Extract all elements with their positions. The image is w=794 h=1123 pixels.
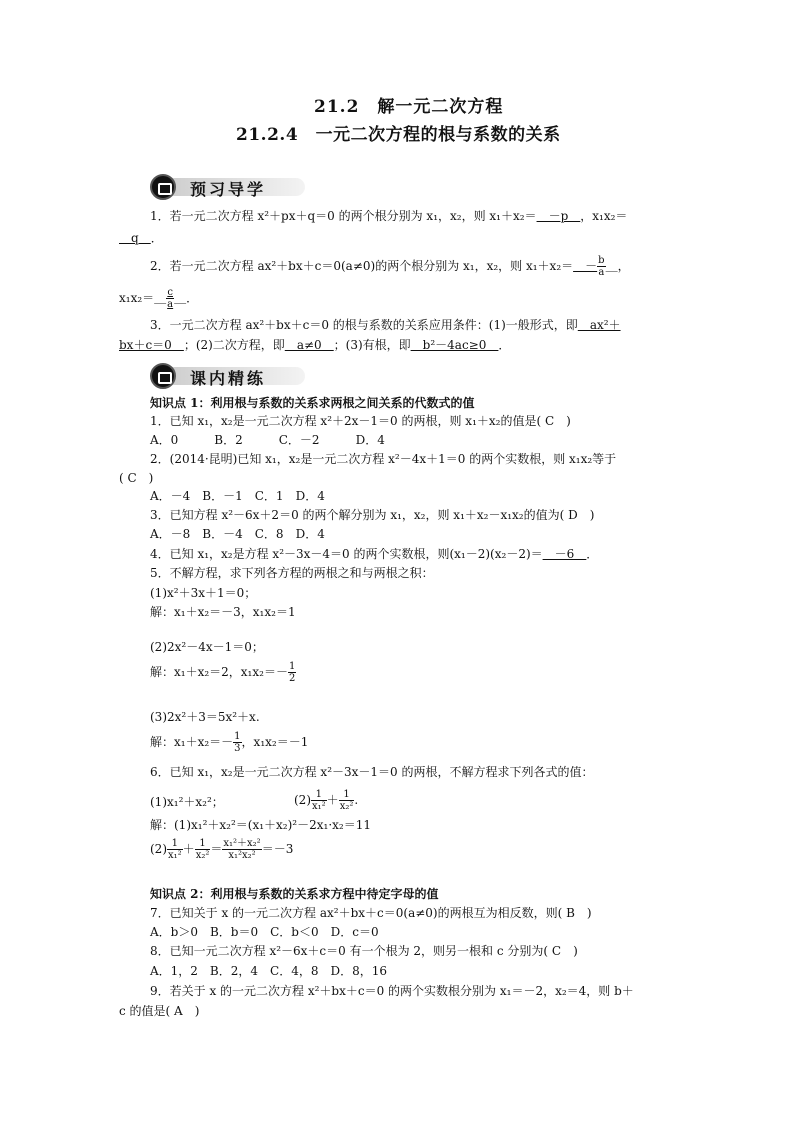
answer-blank: ＿－p＿ [536, 209, 581, 223]
kp1-q6-sol2: (2) $\frac{1}{\text{x₁²}}$ ＋ $\frac{1}{\text{x₂²}}$ ＝ $\frac{\text{x₁²＋x₂²}}{\text{x₁²x₂²}}$ ＝－3 [150, 838, 294, 861]
preview-q2: 2．若一元二次方程 ax²＋bx＋c＝0(a≠0)的两个根分别为 x₁，x₂，则 x₁＋x₂＝＿－ $\frac{b}{a}$ ＿， [150, 255, 630, 278]
kp1-q4: 4．已知 x₁，x₂是方程 x²－3x－4＝0 的两个实数根，则(x₁－2)(x₂－2)＝＿－6＿． [150, 547, 599, 561]
fraction-1-over-x1sq: $\frac{1}{\text{x₁²}}$ [168, 838, 182, 861]
kp1-q5: 5．不解方程，求下列各方程的两根之和与两根之积： [150, 566, 434, 580]
fraction-1-over-x2sq: $\frac{1}{\text{x₂²}}$ [339, 789, 354, 812]
fraction-one-half: $\frac{1}{2}$ [288, 661, 296, 684]
answer-blank: ＿q＿ [119, 231, 151, 245]
kp1-q1: 1．已知 x₁，x₂是一元二次方程 x²＋2x－1＝0 的两根，则 x₁＋x₂的值是( C ) [150, 414, 571, 428]
kp1-q2: 2．(2014·昆明)已知 x₁，x₂是一元二次方程 x²－4x＋1＝0 的两个实数根，则 x₁x₂等于 [150, 452, 617, 466]
kp1-q5-part1: (1)x²＋3x＋1＝0； [150, 586, 257, 600]
preview-banner [150, 174, 305, 200]
kp1-q5-sol2: 解：x₁＋x₂＝2，x₁x₂＝－ $\frac{1}{2}$ [150, 661, 296, 684]
kp2-q9-cont: c 的值是( A ) [119, 1004, 200, 1018]
answer-blank: ＿－ $\frac{b}{a}$ [573, 255, 605, 278]
kp1-q2-cont: ( C ) [119, 471, 154, 485]
pencil-icon [150, 363, 176, 389]
kp1-q6-sol1: 解：(1)x₁²＋x₂²＝(x₁＋x₂)²－2x₁·x₂＝11 [150, 818, 371, 832]
preview-banner-label: 预习导学 [190, 180, 267, 199]
kp1-q6-part2: (2) $\frac{1}{\text{x₁²}}$ ＋ $\frac{1}{\text{x₂²}}$ . [294, 789, 359, 812]
kp1-q2-options: A．－4 B．－1 C．1 D．4 [150, 489, 325, 503]
kp2-q7: 7．已知关于 x 的一元二次方程 ax²＋bx＋c＝0(a≠0)的两根互为相反数，则( B ) [150, 906, 592, 920]
kp1-q5-part2: (2)2x²－4x－1＝0； [150, 640, 264, 654]
kp1-q1-options: A．0 B．2 C．－2 D．4 [150, 433, 385, 447]
kp1-q3: 3．已知方程 x²－6x＋2＝0 的两个解分别为 x₁，x₂，则 x₁＋x₂－x₁x₂的值为( D ) [150, 508, 595, 522]
practice-banner-label: 课内精练 [190, 369, 267, 388]
kp1-q6: 6．已知 x₁，x₂是一元二次方程 x²－3x－1＝0 的两根，不解方程求下列各式的值： [150, 765, 594, 779]
fraction-1-over-x2sq: $\frac{1}{\text{x₂²}}$ [195, 838, 210, 861]
fraction-1-over-x1sq: $\frac{1}{\text{x₁²}}$ [312, 789, 326, 812]
preview-q1: 1．若一元二次方程 x²＋px＋q＝0 的两个根分别为 x₁，x₂，则 x₁＋x₂＝＿－p＿，x₁x₂＝ [150, 209, 628, 223]
answer-blank: ＿b²－4ac≥0＿ [410, 338, 499, 352]
answer-blank: ＿a≠0＿ [284, 338, 334, 352]
kp2-q8-options: A．1，2 B．2，4 C．4，8 D．8，16 [150, 964, 388, 978]
fraction-b-over-a: $\frac{b}{a}$ [598, 255, 605, 278]
kp2-q9: 9．若关于 x 的一元二次方程 x²＋bx＋c＝0 的两个实数根分别为 x₁＝－2，x₂＝4，则 b＋ [150, 984, 634, 998]
fraction-one-third: $\frac{1}{3}$ [234, 731, 241, 754]
preview-q3: 3．一元二次方程 ax²＋bx＋c＝0 的根与系数的关系应用条件：(1)一般形式，即＿ax²＋ [150, 318, 621, 332]
answer-blank: bx＋c＝0＿ [119, 338, 184, 352]
preview-q3-cont: bx＋c＝0＿；(2)二次方程，即＿a≠0＿；(3)有根，即＿b²－4ac≥0＿． [119, 338, 511, 352]
kp1-q6-part1: (1)x₁²＋x₂²； [150, 795, 224, 809]
subsection-title: 21.2.4 一元二次方程的根与系数的关系 [236, 125, 561, 145]
kp1-heading: 知识点 1：利用根与系数的关系求两根之间关系的代数式的值 [150, 396, 475, 410]
kp1-q5-sol1: 解：x₁＋x₂＝－3，x₁x₂＝1 [150, 605, 296, 619]
fraction-c-over-a: $\frac{c}{a}$ [167, 287, 174, 310]
kp1-q5-part3: (3)2x²＋3＝5x²＋x. [150, 710, 260, 724]
book-icon [150, 174, 176, 200]
preview-q1-cont: ＿q＿． [119, 231, 163, 245]
section-title: 21.2 解一元二次方程 [314, 97, 504, 117]
kp2-heading: 知识点 2：利用根与系数的关系求方程中待定字母的值 [150, 887, 439, 901]
kp2-q8: 8．已知一元二次方程 x²－6x＋c＝0 有一个根为 2，则另一根和 c 分别为( C ) [150, 944, 578, 958]
preview-q2-cont: x₁x₂＝＿ $\frac{c}{a}$ ＿． [119, 287, 199, 310]
answer-blank: ＿－6＿ [542, 547, 587, 561]
kp1-q3-options: A．－8 B．－4 C．8 D．4 [150, 527, 325, 541]
kp2-q7-options: A．b＞0 B．b＝0 C．b＜0 D．c＝0 [150, 925, 379, 939]
fraction-sum-over-product: $\frac{\text{x₁²＋x₂²}}{\text{x₁²x₂²}}$ [223, 838, 261, 861]
kp1-q5-sol3: 解：x₁＋x₂＝－ $\frac{1}{3}$ ，x₁x₂＝－1 [150, 731, 309, 754]
practice-banner [150, 363, 305, 389]
answer-blank: ＿ax²＋ [577, 318, 621, 332]
